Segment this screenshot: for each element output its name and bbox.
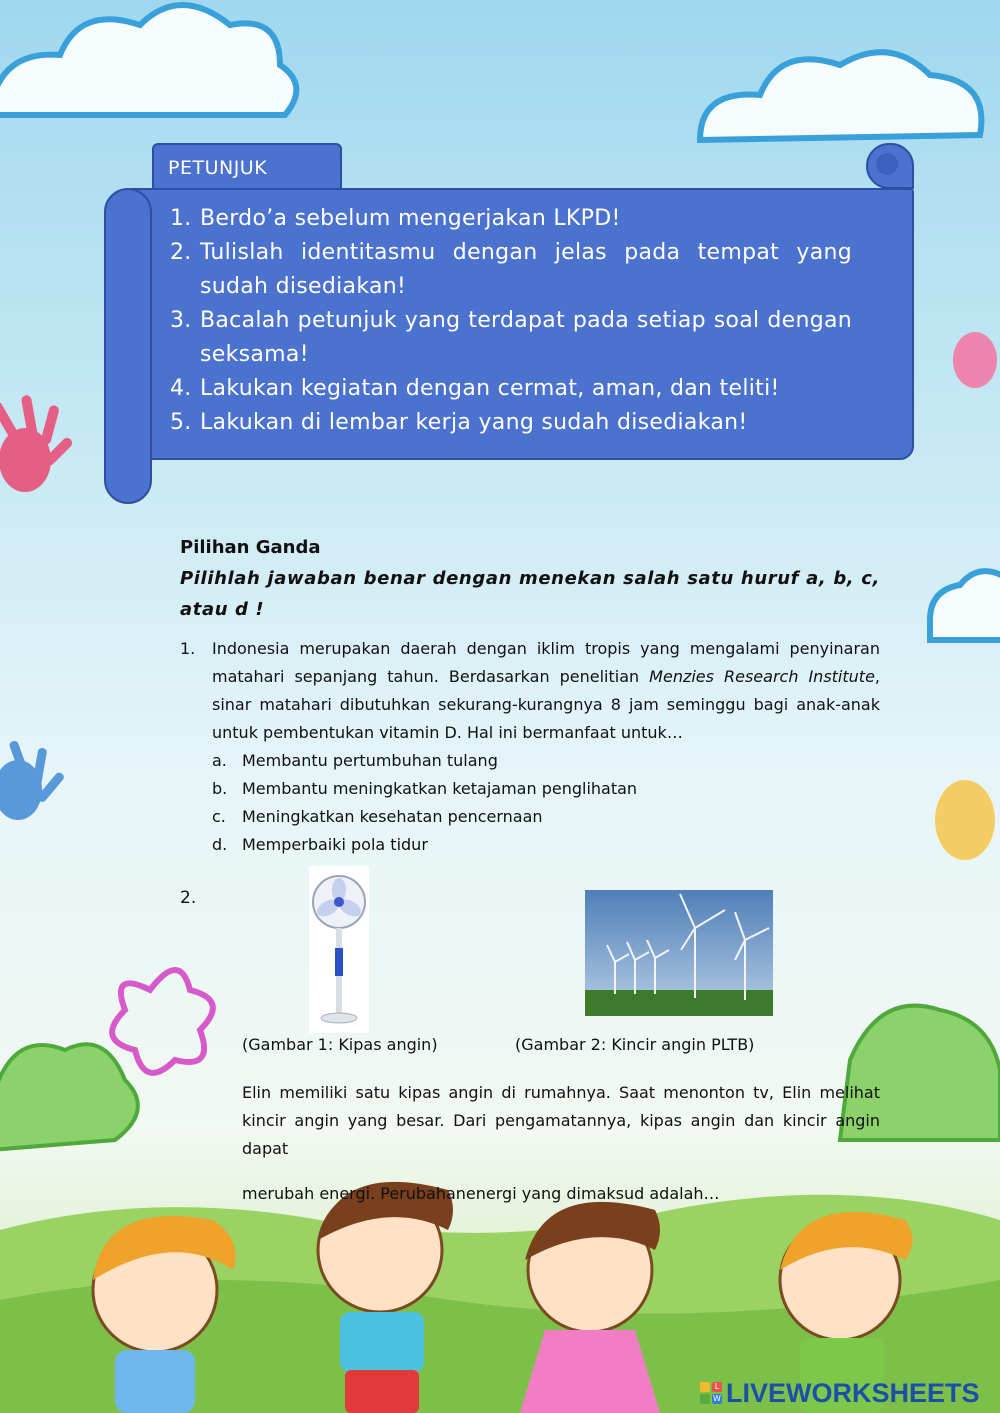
- question-1-number: 1.: [180, 639, 196, 658]
- handprint-right: [953, 332, 997, 388]
- question-2-text: Elin memiliki satu kipas angin di rumahnya. Saat menonton tv, Elin melihat kincir angin yang besar. Dari pengamatannya, kipas angin dan kincir angin dapat: [242, 1083, 880, 1158]
- question-2-continuation: merubah energi. Perubahanenergi yang dimaksud adalah…: [242, 1184, 720, 1203]
- question-section: [180, 533, 880, 859]
- section-title: Pilihan Ganda: [180, 537, 321, 558]
- option-b[interactable]: b. Membantu meningkatkan ketajaman penglihatan: [212, 779, 638, 798]
- option-d[interactable]: d. Memperbaiki pola tidur: [212, 835, 428, 854]
- question-2-number: 2.: [180, 888, 197, 908]
- instruction-item: 3. Bacalah petunjuk yang terdapat pada setiap soal dengan seksama!: [170, 308, 852, 367]
- standing-fan-icon: [309, 866, 369, 1033]
- liveworksheets-logo-text: LIVEWORKSHEETS: [726, 1377, 980, 1408]
- instruction-item: 4. Lakukan kegiatan dengan cermat, aman, dan teliti!: [170, 376, 780, 401]
- wind-turbine-image: [585, 890, 773, 1016]
- child-3: [520, 1202, 660, 1413]
- fan-image: [309, 866, 369, 1033]
- caption-figure-2: (Gambar 2: Kincir angin PLTB): [515, 1035, 755, 1054]
- handprint-yellow: [935, 780, 995, 860]
- instructions-tab-label: PETUNJUK: [168, 157, 268, 179]
- instruction-item: 1. Berdo’a sebelum mengerjakan LKPD!: [170, 206, 621, 231]
- instructions-tab: [152, 143, 342, 191]
- instructions-banner: [128, 188, 914, 460]
- question-1-stem: Indonesia merupakan daerah dengan iklim tropis yang mengalami penyinaran matahari sepanjang tahun. Berdasarkan penelitian Menzies Research Institute, sinar matahari dibutuhkan sekurang-kurangnya 8 jam seminggu bagi anak-anak untuk pembentukan vitamin D. Hal ini bermanfaat untuk…: [212, 639, 881, 742]
- question-1: [180, 635, 880, 859]
- wind-turbine-icon: [585, 890, 773, 1016]
- liveworksheets-logo-icon: L W: [700, 1382, 722, 1404]
- section-instruction: Pilihlah jawaban benar dengan menekan salah satu huruf a, b, c, atau d !: [180, 568, 880, 620]
- banner-scroll-curl-left: [104, 188, 152, 504]
- option-a[interactable]: a. Membantu pertumbuhan tulang: [212, 751, 498, 770]
- instructions-list: [170, 202, 852, 440]
- instruction-item: 2. Tulislah identitasmu dengan jelas pada tempat yang sudah disediakan!: [170, 240, 852, 299]
- option-c[interactable]: c. Meningkatkan kesehatan pencernaan: [212, 807, 543, 826]
- instruction-item: 5. Lakukan di lembar kerja yang sudah disediakan!: [170, 410, 748, 435]
- question-1-options: [212, 747, 880, 859]
- banner-scroll-curl-right: [866, 143, 914, 189]
- caption-figure-1: (Gambar 1: Kipas angin): [242, 1035, 438, 1054]
- liveworksheets-logo: [700, 1378, 980, 1408]
